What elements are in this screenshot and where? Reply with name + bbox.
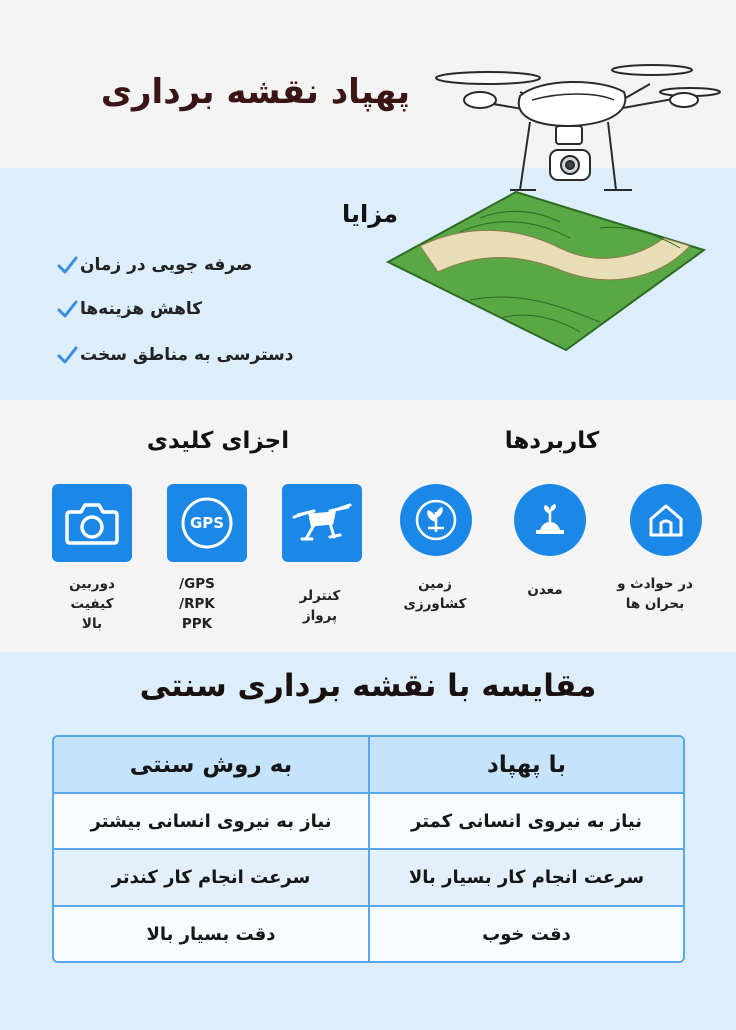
cell-traditional: نیاز به نیروی انسانی بیشتر <box>54 794 370 848</box>
table-row <box>54 905 683 961</box>
plant-icon <box>414 498 458 542</box>
cell-drone: سرعت انجام کار بسیار بالا <box>408 867 645 888</box>
drone-icon <box>292 501 352 545</box>
header-drone: با پهپاد <box>487 751 566 778</box>
advantage-label: صرفه جویی در زمان <box>80 255 253 275</box>
camera-icon <box>64 500 120 546</box>
advantages-title: مزایا <box>341 200 398 228</box>
advantage-label: کاهش هزینه‌ها <box>80 299 203 319</box>
house-icon <box>645 499 687 541</box>
applications-title: کاربردها <box>504 428 600 454</box>
crisis-caption: در حوادث و بحران ها <box>617 576 693 612</box>
gps-icon-label: GPS <box>189 514 225 532</box>
agriculture-caption: زمین کشاورزی <box>403 576 467 612</box>
cell-drone: دقت خوب <box>482 923 571 945</box>
gps-caption: GPS/ RPK/ PPK <box>179 576 215 632</box>
advantage-item <box>38 340 368 370</box>
terrain-map-icon <box>388 192 704 350</box>
flight-controller-tile <box>282 484 362 562</box>
comparison-table <box>52 735 685 963</box>
page-title: پهپاد نقشه برداری <box>100 72 410 112</box>
components-title: اجزای کلیدی <box>146 428 290 454</box>
comparison-title: مقایسه با نقشه برداری سنتی <box>139 668 597 704</box>
cell-drone: نیاز به نیروی انسانی کمتر <box>411 810 643 832</box>
table-row <box>54 792 683 848</box>
check-icon <box>54 252 80 278</box>
advantage-item <box>38 294 368 324</box>
cell-traditional: دقت بسیار بالا <box>54 907 370 961</box>
crisis-badge <box>630 484 702 556</box>
advantage-label: دسترسی به مناطق سخت <box>80 345 294 365</box>
table-header-row <box>54 737 683 792</box>
mining-badge <box>514 484 586 556</box>
drone-icon <box>436 65 720 190</box>
gps-tile <box>167 484 247 562</box>
check-icon <box>54 296 80 322</box>
agriculture-badge <box>400 484 472 556</box>
cell-traditional: سرعت انجام کار کندتر <box>54 850 370 905</box>
camera-tile <box>52 484 132 562</box>
mining-caption: معدن <box>527 582 563 598</box>
header-traditional: به روش سنتی <box>54 737 370 792</box>
check-icon <box>54 342 80 368</box>
advantage-item <box>38 250 368 280</box>
flight-controller-caption: کنترلر پرواز <box>299 588 341 624</box>
table-row <box>54 848 683 905</box>
mining-icon <box>530 500 570 540</box>
camera-caption: دوربین کیفیت بالا <box>69 576 115 632</box>
